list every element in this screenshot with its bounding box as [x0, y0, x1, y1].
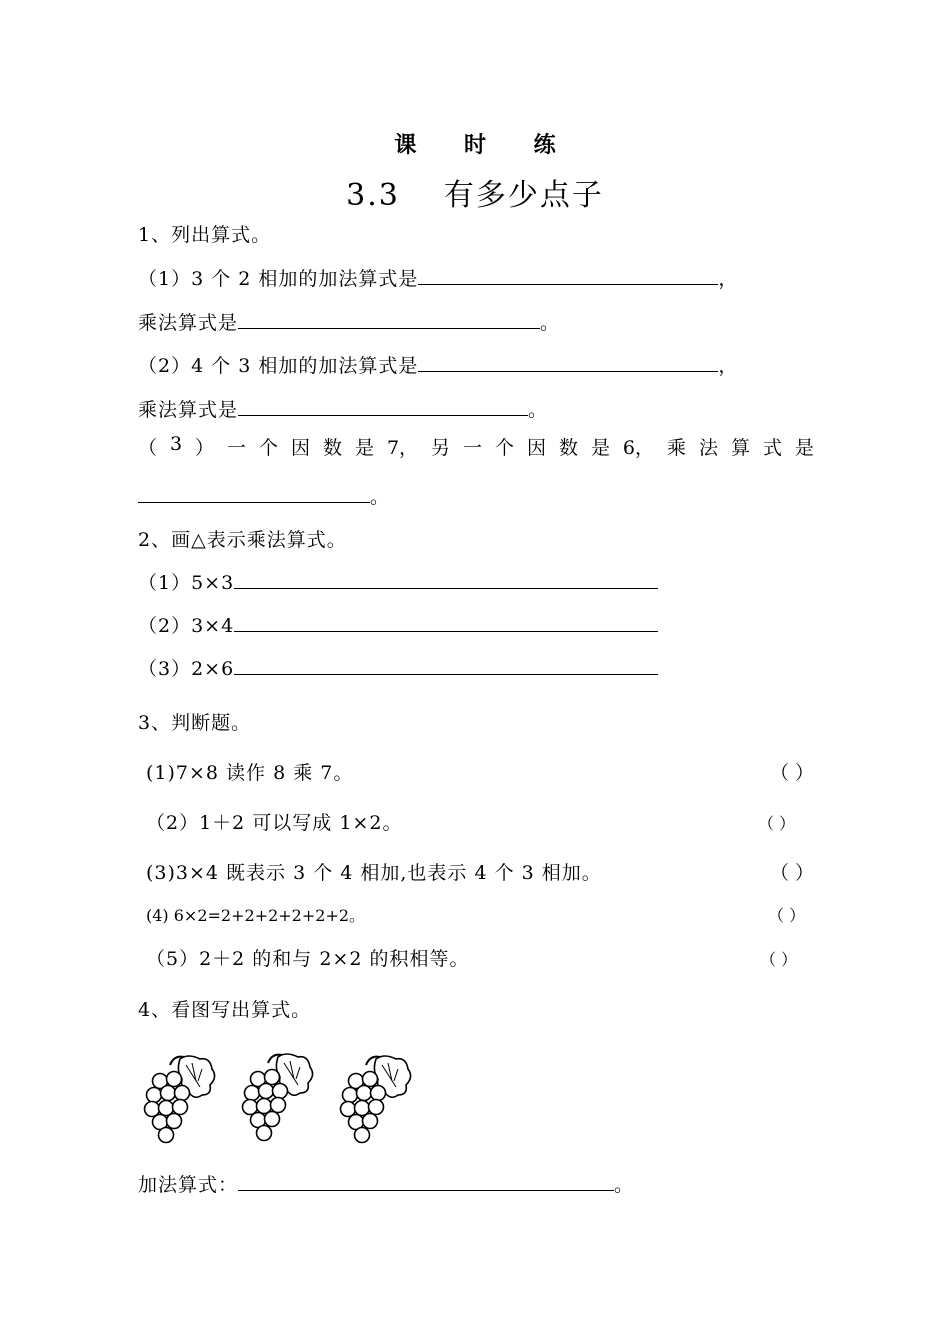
q2-item-label: （1）5×3 — [138, 572, 235, 594]
q1-part3-token: 法 — [698, 437, 718, 459]
q2-item-drawing-blank[interactable] — [234, 656, 658, 675]
q3-heading: 3、判断题。 — [138, 712, 252, 734]
q4-addition-label: 加法算式： — [138, 1174, 239, 1196]
q4-heading: 4、看图写出算式。 — [138, 999, 312, 1021]
q1-part3-token: 式 — [762, 437, 782, 459]
q1-part3-token: 算 — [730, 437, 750, 459]
q1-part2b-row — [138, 395, 548, 422]
q3-answer-parentheses[interactable]: （ ） — [768, 906, 806, 925]
q1-part2-answer-blank[interactable] — [418, 353, 718, 372]
q3-item-text: (4) 6×2=2+2+2+2+2+2。 — [146, 906, 366, 925]
q1-part3-token: 7， — [386, 437, 419, 459]
q1-part3-answer-row — [138, 482, 390, 509]
q1-part3-token: 一 — [227, 437, 247, 459]
q3-item-text: （2）1＋2 可以写成 1×2。 — [146, 812, 403, 834]
q4-addition-answer-blank[interactable] — [238, 1172, 614, 1191]
q1-part3-token: 因 — [526, 437, 546, 459]
grapes-icon — [145, 1056, 215, 1143]
worksheet-title: 课 时 练 — [394, 132, 576, 158]
q1-part1-label: （1）3 个 2 相加的加法算式是 — [138, 268, 419, 290]
q2-heading: 2、画△表示乘法算式。 — [138, 529, 347, 551]
q2-item-drawing-blank[interactable] — [234, 613, 658, 632]
q1-part1-tail: ， — [718, 268, 739, 290]
lesson-number: 3.3 — [346, 178, 400, 213]
q1-part1b-tail: 。 — [540, 312, 561, 334]
q1-part3-token: 3 — [169, 433, 183, 455]
q1-part1-answer-blank[interactable] — [418, 266, 718, 285]
grapes-icon — [243, 1054, 313, 1141]
q1-part3-token: ） — [195, 437, 215, 459]
q1-part3-tail: 。 — [370, 486, 391, 508]
q3-answer-parentheses[interactable]: （ ） — [770, 762, 815, 784]
q1-part3-token: 乘 — [666, 437, 686, 459]
q3-item-text: （5）2＋2 的和与 2×2 的积相等。 — [146, 948, 470, 970]
q1-part3-token: 另 — [431, 437, 451, 459]
q1-part3-token: 一 — [463, 437, 483, 459]
q1-part2-tail: ， — [718, 355, 739, 377]
q1-part3-token: 数 — [322, 437, 342, 459]
q2-item-row — [138, 611, 658, 638]
grapes-illustration — [140, 1045, 440, 1145]
q1-part3-token: 是 — [794, 437, 814, 459]
q1-part1b-answer-blank[interactable] — [238, 310, 540, 329]
grapes-icon — [341, 1056, 411, 1143]
lesson-name: 有多少点子 — [443, 178, 604, 213]
q1-part3-answer-blank[interactable] — [138, 484, 370, 503]
lesson-title — [0, 170, 950, 214]
q1-part3-token: 数 — [558, 437, 578, 459]
q1-part3-token: （ — [138, 437, 158, 459]
q1-part3-token: 个 — [494, 437, 514, 459]
q3-answer-parentheses[interactable]: （ ） — [770, 862, 815, 884]
q3-answer-parentheses[interactable]: （ ） — [760, 950, 798, 969]
q1-part3-token: 个 — [259, 437, 279, 459]
q1-part3-token: 6， — [622, 437, 655, 459]
q2-item-drawing-blank[interactable] — [234, 570, 658, 589]
q1-part3-token: 因 — [291, 437, 311, 459]
q2-item-label: （3）2×6 — [138, 658, 235, 680]
q1-part3-token: 是 — [590, 437, 610, 459]
q2-item-row — [138, 568, 658, 595]
q1-part2b-tail: 。 — [528, 399, 549, 421]
q3-item-text: (1)7×8 读作 8 乘 7。 — [146, 762, 354, 784]
q2-item-label: （2）3×4 — [138, 615, 235, 637]
q1-heading: 1、列出算式。 — [138, 224, 272, 246]
q4-addition-tail: 。 — [614, 1174, 635, 1196]
q1-part1b-row — [138, 308, 560, 335]
q1-part3-row — [138, 433, 814, 460]
q3-item-text: (3)3×4 既表示 3 个 4 相加,也表示 4 个 3 相加。 — [146, 862, 602, 884]
q1-part2-label: （2）4 个 3 相加的加法算式是 — [138, 355, 419, 377]
q2-item-row — [138, 654, 658, 681]
q1-part2-row — [138, 351, 738, 378]
q4-addition-row — [138, 1170, 634, 1197]
q1-part3-token: 是 — [354, 437, 374, 459]
q1-part2b-label: 乘法算式是 — [138, 399, 239, 421]
q1-part1b-label: 乘法算式是 — [138, 312, 239, 334]
q1-part1-row — [138, 264, 738, 291]
q1-part2b-answer-blank[interactable] — [238, 397, 528, 416]
q3-answer-parentheses[interactable]: （ ） — [758, 814, 796, 833]
